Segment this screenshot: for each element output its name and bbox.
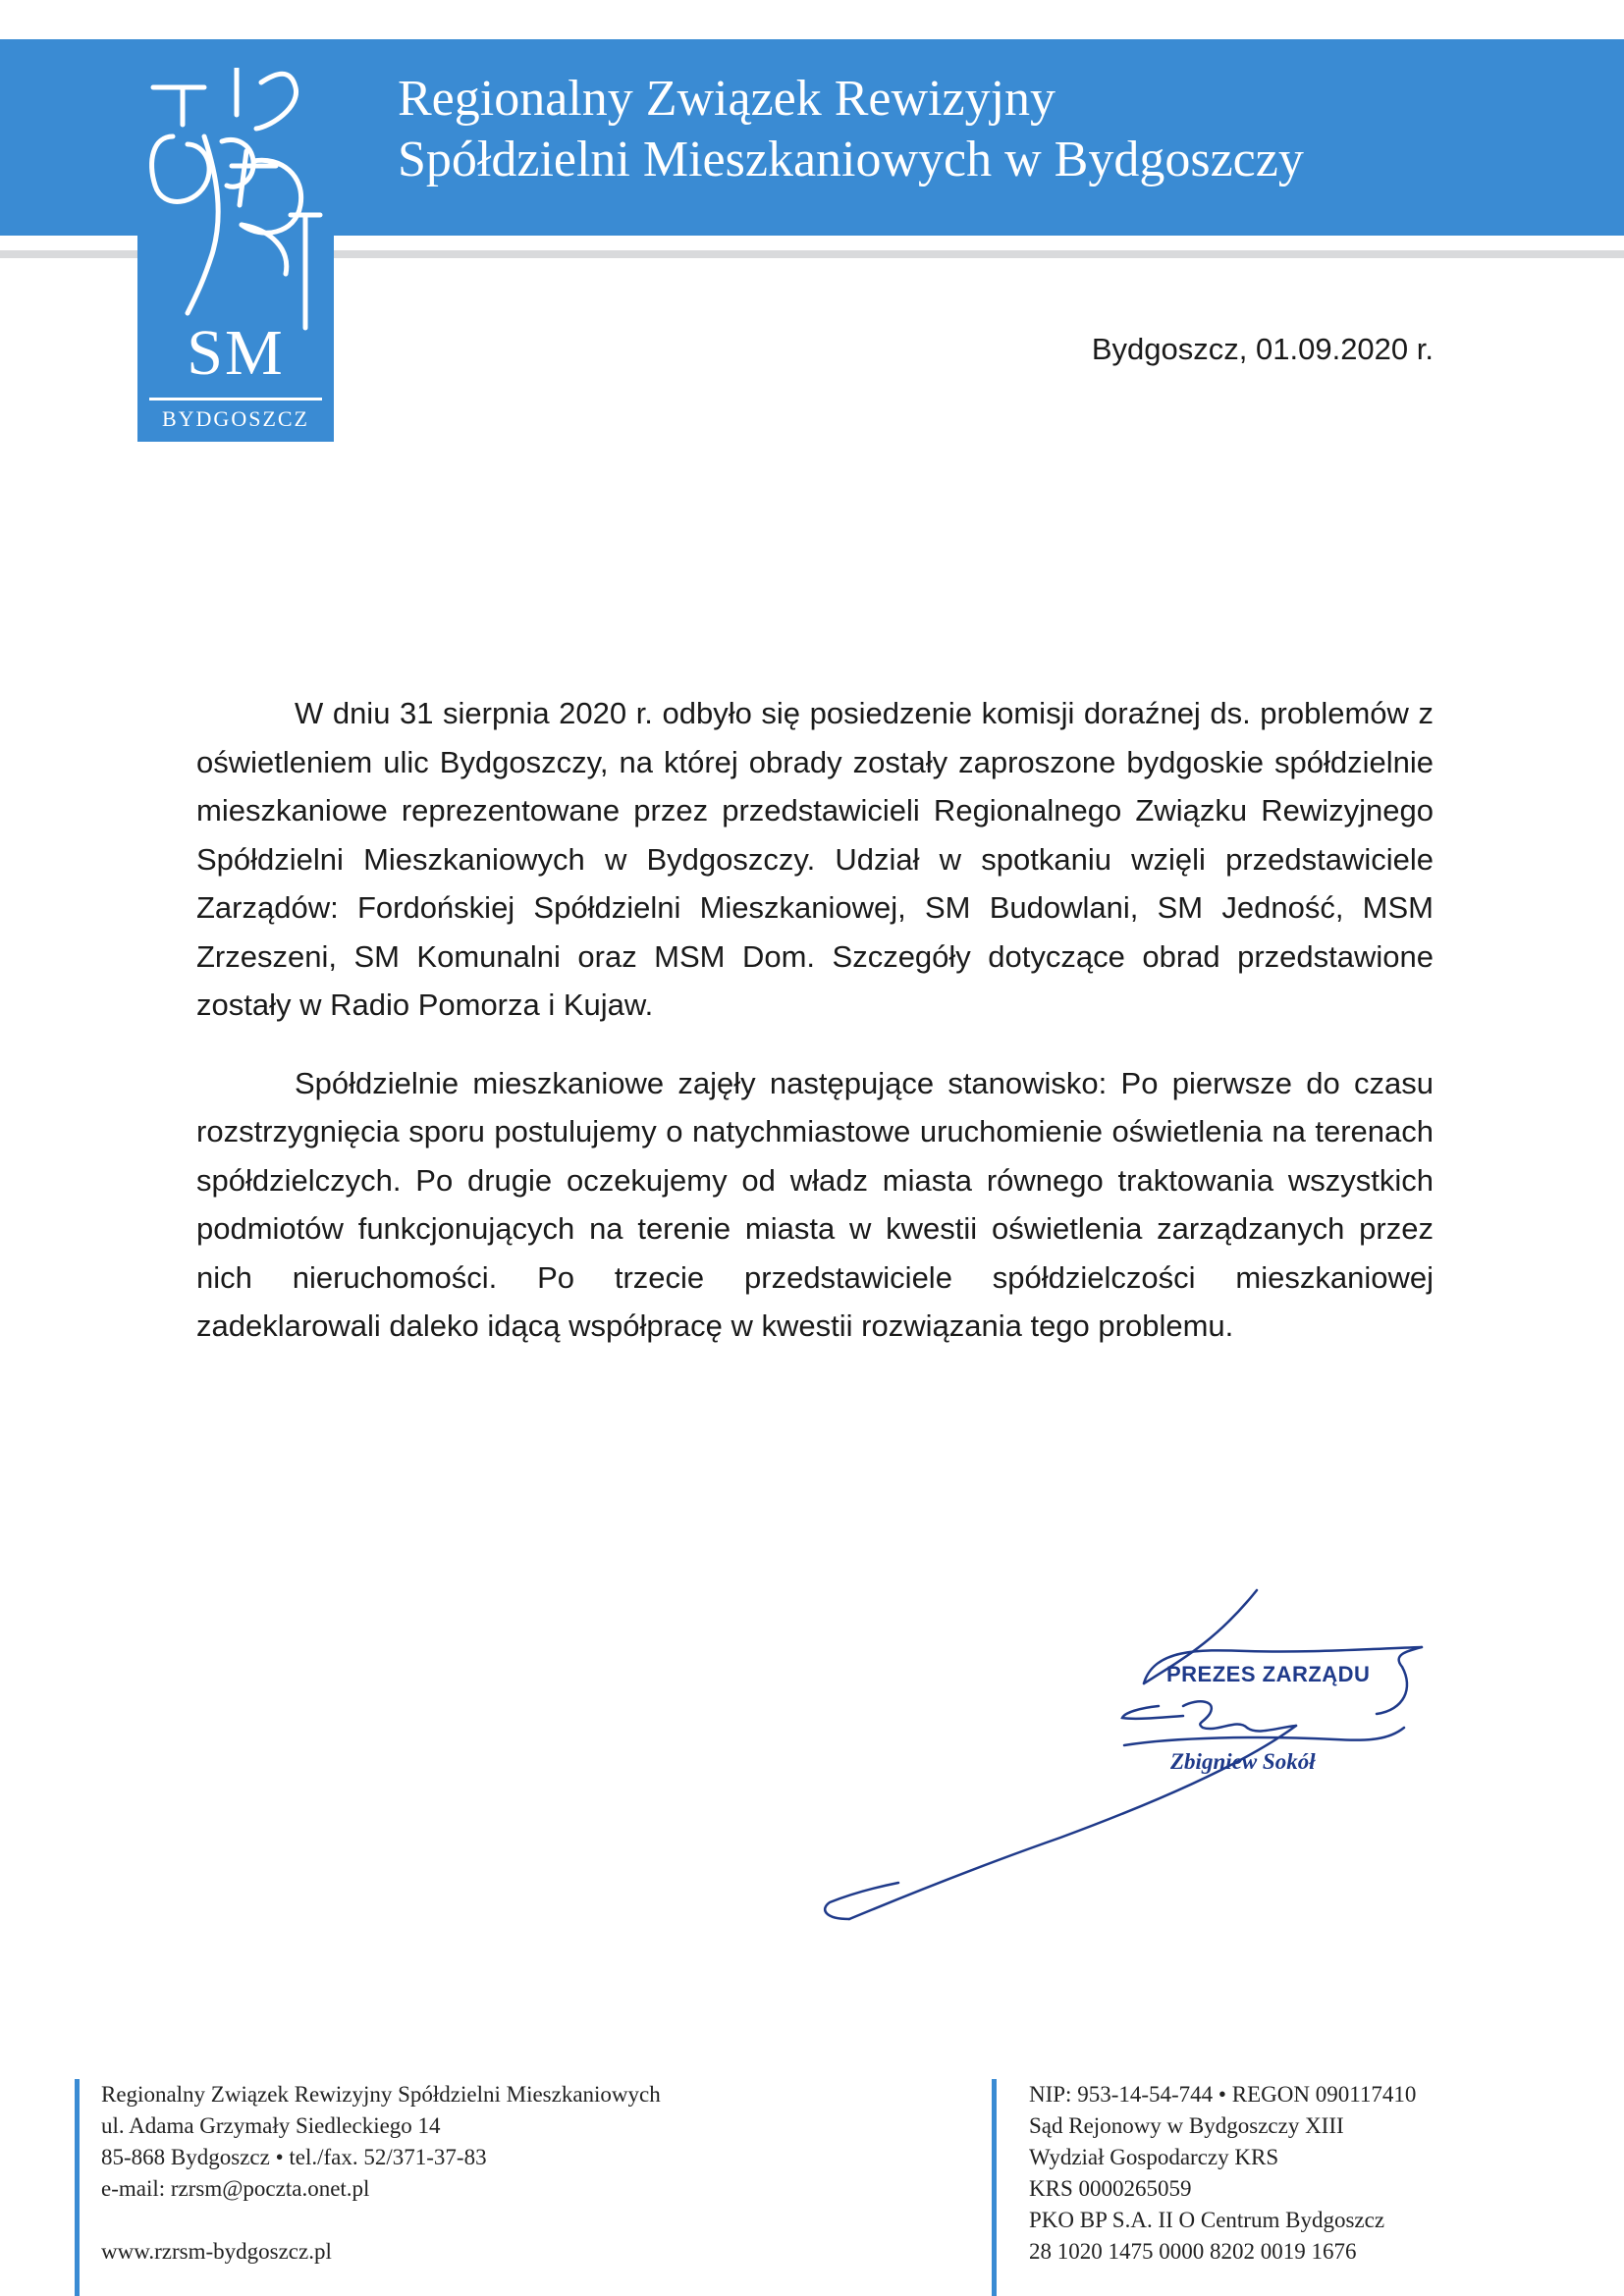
footer-bank: PKO BP S.A. II O Centrum Bydgoszcz (1029, 2208, 1385, 2232)
footer-court-division: Wydział Gospodarczy KRS (1029, 2145, 1279, 2169)
footer-court: Sąd Rejonowy w Bydgoszczy XIII (1029, 2113, 1344, 2138)
signature-block (785, 1580, 1434, 1924)
logo-city-text: BYDGOSZCZ (161, 406, 309, 431)
footer-email-link[interactable]: e-mail: rzrsm@poczta.onet.pl (101, 2176, 370, 2201)
letter-date: Bydgoszcz, 01.09.2020 r. (1091, 332, 1434, 366)
footer-nip-regon: NIP: 953-14-54-744 • REGON 090117410 (1029, 2082, 1417, 2107)
signature-stamp-name: Zbigniew Sokół (1170, 1749, 1316, 1774)
organization-logo (137, 64, 334, 442)
organization-name-line1: Regionalny Związek Rewizyjny (398, 71, 1056, 127)
footer-website-link[interactable]: www.rzrsm-bydgoszcz.pl (101, 2239, 332, 2264)
handwritten-signature-icon (785, 1580, 1434, 1924)
footer-account-number: 28 1020 1475 0000 8202 0019 1676 (1029, 2239, 1357, 2264)
organization-name-line2: Spółdzielni Mieszkaniowych w Bydgoszczy (398, 132, 1304, 187)
footer-right-accent-bar (992, 2079, 997, 2296)
footer-city-phone: 85-868 Bydgoszcz • tel./fax. 52/371-37-83 (101, 2145, 487, 2169)
letter-body (196, 689, 1434, 1380)
footer-krs: KRS 0000265059 (1029, 2176, 1192, 2201)
logo-sm-text: SM (187, 317, 285, 389)
footer-org-name: Regionalny Związek Rewizyjny Spółdzielni Mieszkaniowych (101, 2082, 661, 2107)
organization-name (398, 69, 1576, 190)
letter-paragraph: W dniu 31 sierpnia 2020 r. odbyło się posiedzenie komisji doraźnej ds. problemów z oświetleniem ulic Bydgoszczy, na której obrady zostały zaproszone bydgoskie spółdzielnie mieszkaniowe reprezentowane przez przedstawicieli Regionalnego Związku Rewizyjnego Spółdzielni Mieszkaniowych w Bydgoszczy. Udział w spotkaniu wzięli przedstawiciele Zarządów: Fordońskiej Spółdzielni Mieszkaniowej, SM Budowlani, SM Jedność, MSM Zrzeszeni, SM Komunalni oraz MSM Dom. Szczegóły dotyczące obrad przedstawione zostały w Radio Pomorza i Kujaw. (196, 696, 1434, 1022)
signature-stamp-title: PREZES ZARZĄDU (1166, 1662, 1371, 1686)
footer-registration (1029, 2079, 1416, 2268)
footer-street: ul. Adama Grzymały Siedleckiego 14 (101, 2113, 441, 2138)
letter-paragraph: Spółdzielnie mieszkaniowe zajęły następujące stanowisko: Po pierwsze do czasu rozstrzygnięcia sporu postulujemy o natychmiastowe uruchomienie oświetlenia na terenach spółdzielczych. Po drugie oczekujemy od władz miasta równego traktowania wszystkich podmiotów funkcjonujących na terenie miasta w kwestii oświetlenia zarządzanych przez nich nieruchomości. Po trzecie przedstawiciele spółdzielczości mieszkaniowej zadeklarowali daleko idącą współpracę w kwestii rozwiązania tego problemu. (196, 1065, 1434, 1343)
rzrsm-monogram-icon (143, 68, 328, 333)
footer-left-accent-bar (75, 2079, 80, 2296)
logo-divider (149, 398, 322, 400)
footer-contact (101, 2079, 661, 2268)
